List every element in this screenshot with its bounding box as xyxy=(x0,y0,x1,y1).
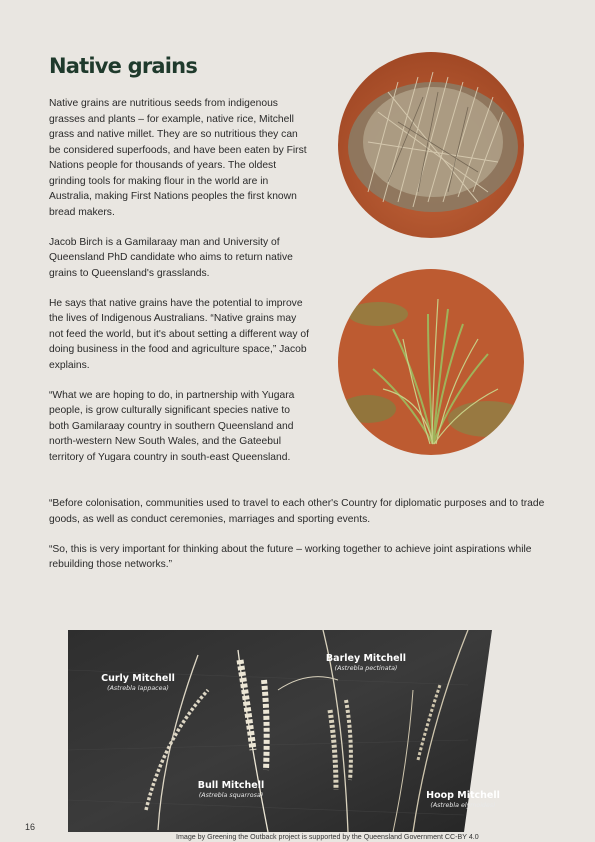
label-hoop-mitchell xyxy=(413,791,513,809)
label-curly-mitchell-sci: (Astrebla lappacea) xyxy=(107,684,169,692)
dry-grass-photo xyxy=(338,52,524,238)
paragraph-colonisation: “Before colonisation, communities used to travel to each other's Country for diplomatic purposes and to trade goods, as well as conduct ceremonies, marriages and sporting events. xyxy=(49,498,545,525)
label-bull-mitchell-name: Bull Mitchell xyxy=(197,780,265,791)
label-curly-mitchell xyxy=(88,674,188,692)
narrow-text-column xyxy=(49,96,311,480)
label-bull-mitchell xyxy=(181,781,281,799)
label-bull-mitchell-sci: (Astrebla squarrosa) xyxy=(198,791,264,799)
mitchell-grass-specimens-photo xyxy=(68,630,500,832)
label-curly-mitchell-name: Curly Mitchell xyxy=(101,673,175,684)
paragraph-jacob: Jacob Birch is a Gamilaraay man and University of Queensland PhD candidate who aims to return native grains to Queensland's grasslands. xyxy=(49,236,293,279)
image-credit: Image by Greening the Outback project is supported by the Queensland Government CC-BY 4.0 xyxy=(176,833,479,841)
paragraph-future: “So, this is very important for thinking about the future – working together to achieve joint aspirations while rebuilding those networks.” xyxy=(49,543,532,570)
label-hoop-mitchell-sci: (Astrebla elymoides) xyxy=(430,801,496,809)
page-title: Native grains xyxy=(49,54,198,78)
label-barley-mitchell-sci: (Astrebla pectinata) xyxy=(334,664,398,672)
wide-text-column xyxy=(49,496,559,587)
page-number: 16 xyxy=(25,822,36,832)
paragraph-potential: He says that native grains have the potential to improve the lives of Indigenous Australians. “Native grains may not feed the world, but it's about setting a different way of doing business in the food and agriculture space,” Jacob explains. xyxy=(49,297,309,371)
label-barley-mitchell-name: Barley Mitchell xyxy=(325,653,407,664)
label-barley-mitchell xyxy=(316,654,416,672)
label-hoop-mitchell-name: Hoop Mitchell xyxy=(426,790,500,801)
paragraph-intro: Native grains are nutritious seeds from indigenous grasses and plants – for example, native rice, Mitchell grass and native millet. They are so nutritious they can be considered superfoods, and have been eaten by First Nations people for thousands of years. The oldest grinding tools for making flour in the world are in Australia, making First Nations peoples the first known bread makers. xyxy=(49,98,307,218)
paragraph-yugara: “What we are hoping to do, in partnership with Yugara people, is grow culturally significant species native to both Gamilaraay country in southern Queensland and north-western New South Wales, and the Gateebul territory of Yugara country in south-east Queensland. xyxy=(49,389,295,463)
green-grass-photo xyxy=(338,269,524,455)
